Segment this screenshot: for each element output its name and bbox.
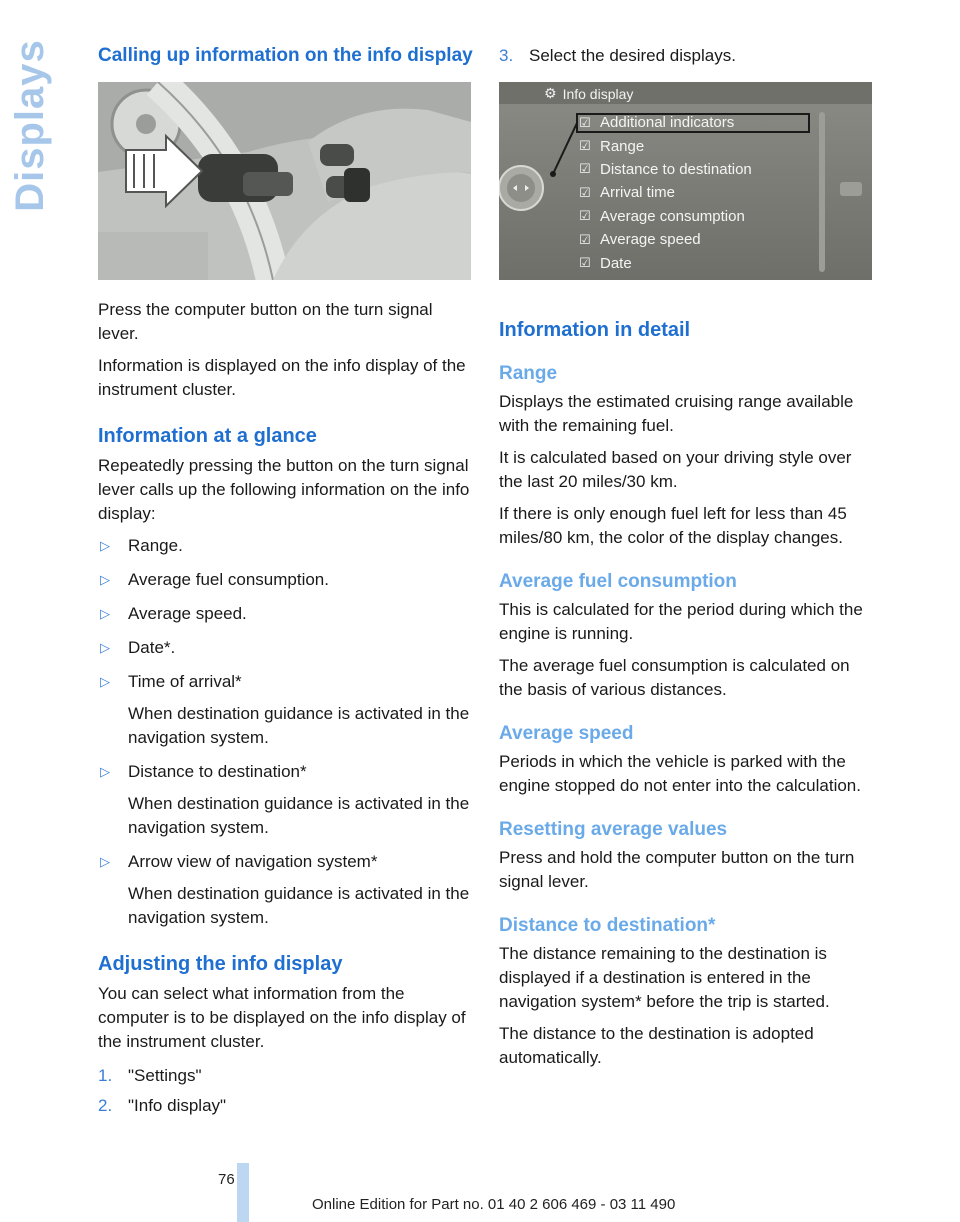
left-column — [98, 44, 473, 1124]
afc-text-2: The average fuel consumption is calculated on the basis of various distances. — [499, 656, 850, 699]
list-item: ▷ Average fuel consumption. — [98, 568, 473, 592]
list-item: ▷ Time of arrival* When destination guidance is activated in the navigation system. — [98, 670, 473, 750]
screen-title-row — [544, 85, 633, 102]
menu-item-range[interactable]: ☑ Range — [579, 137, 645, 155]
list-item-note: When destination guidance is activated in the navigation system. — [128, 794, 470, 837]
distance-text-1: The distance remaining to the destination is displayed if a destination is entered in the navigation system* before the trip is started. — [499, 944, 830, 1011]
right-column — [499, 44, 874, 1078]
detail-heading: Information in detail — [499, 319, 691, 341]
list-item-note: When destination guidance is activated in the navigation system. — [128, 704, 470, 747]
checkbox-checked-icon: ☑ — [579, 114, 591, 130]
calling-up-heading: Calling up information on the info display — [98, 45, 473, 66]
steering-wheel-photo — [98, 82, 471, 280]
distance-text-2: The distance to the destination is adopted automatically. — [499, 1024, 814, 1067]
side-tab — [0, 40, 60, 210]
checkbox-checked-icon: ☑ — [579, 184, 591, 200]
steering-wheel-illustration — [98, 82, 471, 280]
press-button-text: Press the computer button on the turn signal lever. — [98, 300, 433, 343]
list-item: ▷ Date*. — [98, 636, 473, 660]
menu-item-additional-indicators[interactable]: ☑ Additional indicators — [579, 114, 735, 132]
list-item: ▷ Average speed. — [98, 602, 473, 626]
menu-item-average-speed[interactable]: ☑ Average speed — [579, 231, 701, 249]
checkbox-checked-icon: ☑ — [579, 255, 591, 271]
list-item: ▷ Range. — [98, 534, 473, 558]
screen-title: Info display — [562, 85, 634, 102]
bullet-arrow-icon: ▷ — [100, 572, 110, 587]
afc-heading: Average fuel consumption — [499, 571, 737, 592]
display-options-menu — [579, 111, 752, 275]
checkbox-checked-icon: ☑ — [579, 138, 591, 154]
checkbox-checked-icon: ☑ — [579, 231, 591, 247]
step-item: 2. "Info display" — [98, 1096, 227, 1115]
page-number: 76 — [218, 1171, 235, 1188]
range-text-2: It is calculated based on your driving style over the last 20 miles/30 km. — [499, 448, 852, 491]
glance-heading: Information at a glance — [98, 425, 317, 447]
bullet-arrow-icon: ▷ — [100, 538, 110, 553]
list-item: ▷ Arrow view of navigation system* When destination guidance is activated in the navigation system. — [98, 850, 473, 930]
range-heading: Range — [499, 363, 558, 384]
footer-accent-bar — [237, 1163, 249, 1222]
menu-item-distance[interactable]: ☑ Distance to destination — [579, 160, 752, 178]
info-display-screen — [499, 82, 872, 280]
range-text-1: Displays the estimated cruising range available with the remaining fuel. — [499, 392, 854, 435]
info-displayed-text: Information is displayed on the info display of the instrument cluster. — [98, 356, 466, 399]
average-speed-text: Periods in which the vehicle is parked with the engine stopped do not enter into the calculation. — [499, 752, 861, 795]
glance-text: Repeatedly pressing the button on the turn signal lever calls up the following information on the info display: — [98, 456, 470, 523]
glance-list — [98, 534, 473, 930]
range-text-3: If there is only enough fuel left for less than 45 miles/80 km, the color of the display changes. — [499, 504, 847, 547]
steps-list — [98, 1064, 473, 1118]
bullet-arrow-icon: ▷ — [100, 854, 110, 869]
side-tab-label: Displays — [7, 38, 52, 212]
step-item: 1. "Settings" — [98, 1066, 202, 1085]
bullet-arrow-icon: ▷ — [100, 606, 110, 621]
bullet-arrow-icon: ▷ — [100, 640, 110, 655]
menu-item-date[interactable]: ☑ Date — [579, 254, 632, 272]
afc-text-1: This is calculated for the period during which the engine is running. — [499, 600, 863, 643]
average-speed-heading: Average speed — [499, 723, 634, 744]
step-item: 3. Select the desired displays. — [499, 46, 736, 65]
checkbox-checked-icon: ☑ — [579, 161, 591, 177]
distance-heading: Distance to destination* — [499, 915, 716, 936]
bullet-arrow-icon: ▷ — [100, 674, 110, 689]
list-item-note: When destination guidance is activated in the navigation system. — [128, 884, 470, 927]
adjust-text: You can select what information from the computer is to be displayed on the info display of the instrument cluster. — [98, 984, 466, 1051]
checkbox-checked-icon: ☑ — [579, 208, 591, 224]
reset-heading: Resetting average values — [499, 819, 728, 840]
steps-list-continued — [499, 44, 874, 68]
menu-item-arrival-time[interactable]: ☑ Arrival time — [579, 184, 676, 202]
bullet-arrow-icon: ▷ — [100, 764, 110, 779]
reset-text: Press and hold the computer button on the turn signal lever. — [499, 848, 855, 891]
edition-line: Online Edition for Part no. 01 40 2 606 469 - 03 11 490 — [312, 1196, 676, 1213]
adjust-heading: Adjusting the info display — [98, 953, 343, 975]
list-item: ▷ Distance to destination* When destination guidance is activated in the navigation system. — [98, 760, 473, 840]
settings-gear-icon: ⚙ — [544, 85, 557, 101]
menu-item-average-consumption[interactable]: ☑ Average consumption — [579, 207, 745, 225]
